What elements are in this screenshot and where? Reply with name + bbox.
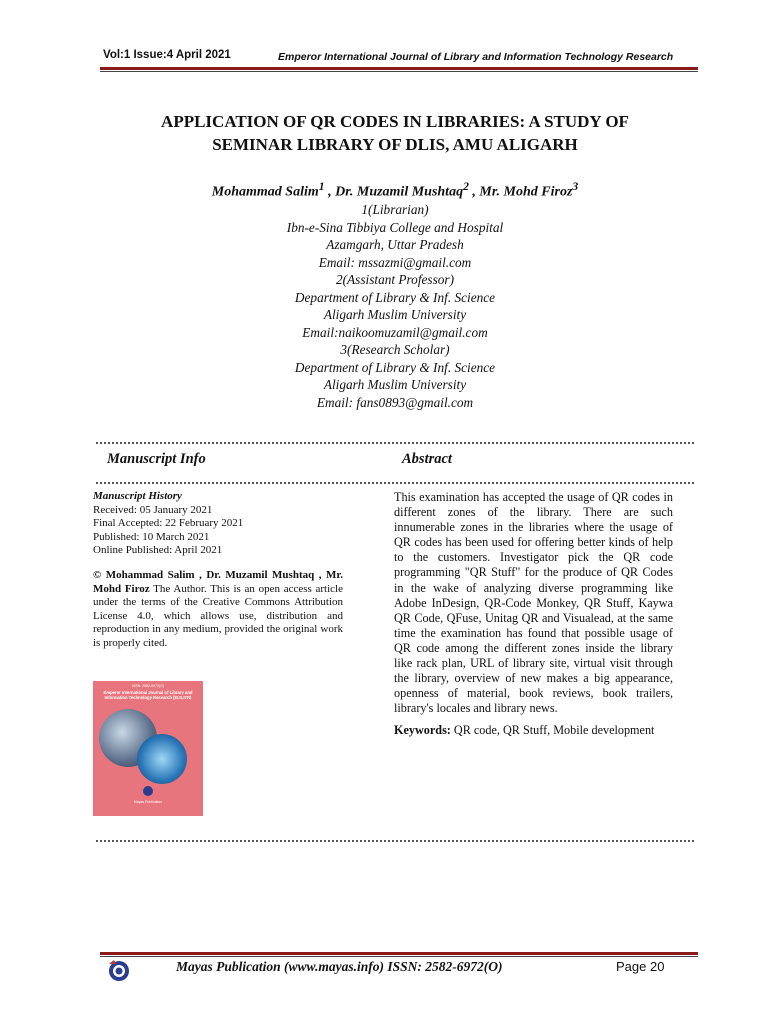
mayas-logo-icon [106, 958, 132, 982]
cover-title: Emperor International Journal of Library and Information Technology Research (EIJLITR) [103, 690, 193, 700]
affiliation-line: Department of Library & Inf. Science [294, 289, 496, 305]
cover-tech-circle [137, 734, 187, 784]
header-rule [100, 67, 698, 70]
manuscript-info-heading: Manuscript Info [107, 451, 206, 467]
affiliation-line: Department of Library & Inf. Science [294, 359, 496, 375]
header-rule-thin [100, 71, 698, 72]
affiliation-line: 3(Research Scholar) [340, 342, 450, 357]
title-line-1: APPLICATION OF QR CODES IN LIBRARIES: A STUDY OF [161, 112, 629, 131]
received-date: Received: 05 January 2021 [93, 503, 213, 516]
affiliation-line: Ibn-e-Sina Tibbiya College and Hospital [286, 219, 504, 235]
footer-publication: Mayas Publication (www.mayas.info) ISSN: 2582-6972(O) [176, 959, 503, 974]
history-title: Manuscript History [93, 490, 182, 502]
footer-rule-thin [100, 956, 698, 957]
page-number: Page 20 [616, 959, 665, 974]
copyright-authors: © Mohammad Salim , Dr. Muzamil Mushtaq , Mr. Mohd Firoz [93, 568, 343, 595]
cover-issn: ISSN: 2582-6972(O) [132, 684, 164, 688]
dotted-divider [96, 442, 694, 444]
keywords [394, 723, 673, 738]
accepted-date: Final Accepted: 22 February 2021 [93, 517, 244, 530]
journal-name: Emperor International Journal of Library and Information Technology Research [278, 51, 674, 63]
affiliations [100, 201, 690, 411]
title-line-2: SEMINAR LIBRARY OF DLIS, AMU ALIGARH [212, 135, 578, 154]
abstract-text: This examination has accepted the usage of QR codes in different zones of the library. There are such innumerable zones in the libraries where the usage of QR codes has been used for offering better kinds of help to the customers. Investigator pick the QR code programming "QR Stuff" for the produce of QR Codes in the wake of analyzing diverse programming like Adobe InDesign, QR-Code Monkey, QR Stuff, Kaywa QR Code, QFuse, Unitag QR and Visualead, at the same time the examination has found that possible usage of QR code among the different zones inside the library like rack plan, URL of library site, virtual visit through the library, overview of new makes a big appearance, openness of material, book reviews, book trailers, library's locales and library news. [394, 490, 673, 716]
dotted-divider [96, 840, 694, 842]
paper-title [100, 110, 690, 156]
affiliation-email[interactable]: Email:naikoomuzamil@gmail.com [302, 324, 488, 340]
affiliation-email[interactable]: Email: fans0893@gmail.com [316, 394, 474, 410]
manuscript-info [93, 490, 343, 651]
keywords-label: Keywords: [394, 723, 451, 738]
cover-publisher: Mayas Publication [133, 800, 163, 804]
affiliation-email[interactable]: Email: mssazmi@gmail.com [318, 254, 472, 270]
online-date: Online Published: April 2021 [93, 544, 223, 557]
published-date: Published: 10 March 2021 [93, 530, 210, 543]
author-list: Mohammad Salim$^1$ , Dr. Muzamil Mushtaq$^2$ , Mr. Mohd Firoz$^3$ [211, 180, 579, 200]
affiliation-line: Aligarh Muslim University [323, 307, 467, 322]
affiliation-line: Aligarh Muslim University [323, 377, 467, 392]
author-1: Mohammad Salim [211, 184, 319, 200]
abstract-body [394, 490, 673, 739]
dotted-divider [96, 482, 694, 484]
footer-rule [100, 952, 698, 955]
abstract-heading: Abstract [402, 451, 452, 467]
cover-logo-icon [143, 786, 153, 796]
copyright-notice [93, 569, 343, 651]
keywords-text: QR code, QR Stuff, Mobile development [450, 723, 655, 738]
affiliation-line: 1(Librarian) [361, 202, 429, 217]
author-2: Dr. Muzamil Mushtaq [335, 184, 464, 200]
license-text: The Author. This is an open access article under the terms of the Creative Commons Attribution License 4.0, which allows use, distribution and reproduction in any medium, provided the original work is properly cited. [93, 582, 343, 649]
affiliation-line: 2(Assistant Professor) [335, 272, 455, 287]
author-3: Mr. Mohd Firoz [479, 184, 573, 200]
affiliation-line: Azamgarh, Uttar Pradesh [326, 237, 464, 252]
journal-cover-image [93, 681, 203, 816]
volume-issue: Vol:1 Issue:4 April 2021 [103, 49, 231, 61]
